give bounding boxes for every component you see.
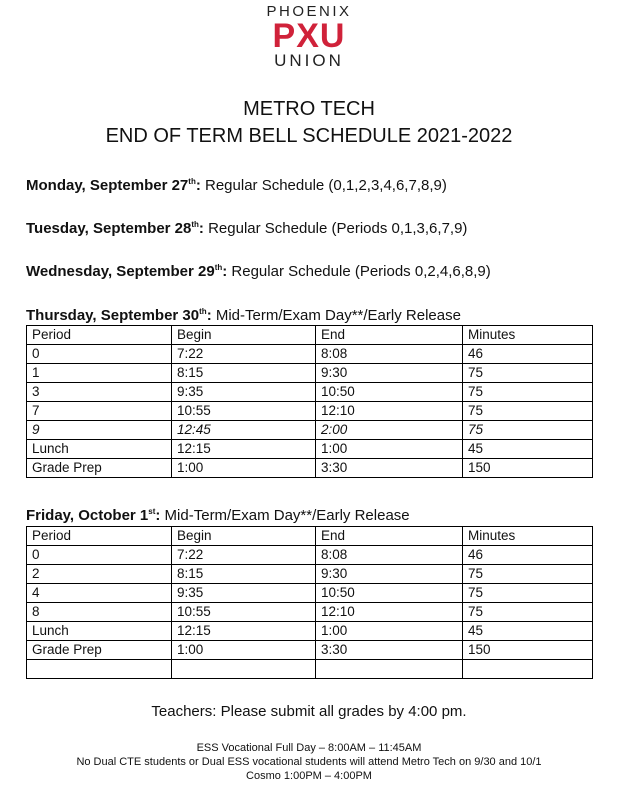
header-minutes: Minutes <box>463 326 593 345</box>
note-line: Cosmo 1:00PM – 4:00PM <box>246 770 372 782</box>
cell-period: 4 <box>27 584 172 603</box>
cell-period: 3 <box>27 383 172 402</box>
cell-end: 3:30 <box>316 641 463 660</box>
day-colon: : <box>222 263 228 280</box>
day-suffix: st <box>148 507 156 516</box>
cell-minutes: 75 <box>463 565 593 584</box>
cell-begin: 1:00 <box>172 641 316 660</box>
cell-begin: 8:15 <box>172 364 316 383</box>
cell-begin: 9:35 <box>172 383 316 402</box>
cell-period: 0 <box>27 546 172 565</box>
day-description: Regular Schedule (0,1,2,3,4,6,7,8,9) <box>200 177 447 194</box>
header-period: Period <box>27 326 172 345</box>
cell-period: Lunch <box>27 622 172 641</box>
header-minutes: Minutes <box>463 527 593 546</box>
cell-begin: 12:15 <box>172 622 316 641</box>
cell-end: 1:00 <box>316 440 463 459</box>
day-colon: : <box>198 220 204 237</box>
day-name: Monday, September 27 <box>26 177 189 194</box>
table-row <box>27 364 593 383</box>
cell-minutes: 45 <box>463 622 593 641</box>
cell-period: Grade Prep <box>27 459 172 478</box>
document-title: METRO TECH <box>243 98 375 120</box>
day-colon: : <box>155 507 161 524</box>
cell-period: Grade Prep <box>27 641 172 660</box>
cell-end: 8:08 <box>316 546 463 565</box>
cell-begin: 8:15 <box>172 565 316 584</box>
wednesday-schedule-line <box>26 263 491 280</box>
cell-minutes: 75 <box>463 402 593 421</box>
day-suffix: th <box>214 263 223 272</box>
friday-heading <box>26 507 410 524</box>
cell-minutes: 46 <box>463 345 593 364</box>
cell-period <box>27 660 172 679</box>
cell-period: 7 <box>27 402 172 421</box>
tuesday-schedule-line <box>26 220 467 237</box>
cell-end: 9:30 <box>316 364 463 383</box>
monday-schedule-line <box>26 177 447 194</box>
note-line: ESS Vocational Full Day – 8:00AM – 11:45AM <box>196 742 422 754</box>
day-description: Mid-Term/Exam Day**/Early Release <box>160 507 410 524</box>
thursday-schedule-table <box>26 325 593 478</box>
cell-period: 0 <box>27 345 172 364</box>
day-name: Wednesday, September 29 <box>26 263 215 280</box>
cell-minutes <box>463 660 593 679</box>
cell-end: 3:30 <box>316 459 463 478</box>
table-row <box>27 565 593 584</box>
day-name: Thursday, September 30 <box>26 307 200 324</box>
logo-pxu-text: PXU <box>272 17 346 55</box>
cell-end <box>316 660 463 679</box>
cell-end: 2:00 <box>316 421 463 440</box>
day-colon: : <box>206 307 212 324</box>
cell-end: 10:50 <box>316 383 463 402</box>
table-header-row <box>27 527 593 546</box>
cell-begin: 10:55 <box>172 603 316 622</box>
cell-period: 8 <box>27 603 172 622</box>
cell-minutes: 75 <box>463 364 593 383</box>
cell-minutes: 75 <box>463 584 593 603</box>
cell-begin: 12:45 <box>172 421 316 440</box>
cell-end: 1:00 <box>316 622 463 641</box>
cell-begin: 12:15 <box>172 440 316 459</box>
cell-minutes: 75 <box>463 383 593 402</box>
cell-end: 12:10 <box>316 402 463 421</box>
table-row <box>27 402 593 421</box>
table-row <box>27 459 593 478</box>
friday-schedule-table <box>26 526 593 679</box>
logo-bottom-text: UNION <box>274 51 344 70</box>
table-row <box>27 584 593 603</box>
table-row <box>27 421 593 440</box>
cell-begin: 10:55 <box>172 402 316 421</box>
cell-period: 1 <box>27 364 172 383</box>
cell-minutes: 45 <box>463 440 593 459</box>
table-row <box>27 622 593 641</box>
cell-minutes: 150 <box>463 641 593 660</box>
header-period: Period <box>27 527 172 546</box>
cell-period: Lunch <box>27 440 172 459</box>
cell-end: 10:50 <box>316 584 463 603</box>
cell-end: 8:08 <box>316 345 463 364</box>
day-description: Regular Schedule (Periods 0,2,4,6,8,9) <box>227 263 491 280</box>
table-header-row <box>27 326 593 345</box>
cell-begin: 9:35 <box>172 584 316 603</box>
cell-begin: 1:00 <box>172 459 316 478</box>
header-end: End <box>316 326 463 345</box>
cell-period: 2 <box>27 565 172 584</box>
day-name: Friday, October 1 <box>26 507 149 524</box>
day-colon: : <box>195 177 201 194</box>
header-end: End <box>316 527 463 546</box>
cell-minutes: 46 <box>463 546 593 565</box>
teachers-note: Teachers: Please submit all grades by 4:00 pm. <box>151 703 467 720</box>
footer-notes <box>0 741 618 783</box>
day-suffix: th <box>199 307 207 316</box>
thursday-heading <box>26 307 461 324</box>
table-row-empty <box>27 660 593 679</box>
cell-minutes: 75 <box>463 603 593 622</box>
table-row <box>27 641 593 660</box>
cell-end: 9:30 <box>316 565 463 584</box>
header-begin: Begin <box>172 527 316 546</box>
phoenix-union-logo <box>0 4 618 70</box>
cell-minutes: 150 <box>463 459 593 478</box>
table-row <box>27 345 593 364</box>
table-row <box>27 546 593 565</box>
logo-top-text: PHOENIX <box>266 3 352 20</box>
day-suffix: th <box>191 220 199 229</box>
note-line: No Dual CTE students or Dual ESS vocational students will attend Metro Tech on 9/30 and 10/1 <box>76 756 542 768</box>
cell-begin: 7:22 <box>172 345 316 364</box>
document-subtitle: END OF TERM BELL SCHEDULE 2021-2022 <box>105 125 513 147</box>
table-row <box>27 440 593 459</box>
day-description: Regular Schedule (Periods 0,1,3,6,7,9) <box>203 220 468 237</box>
cell-period: 9 <box>27 421 172 440</box>
cell-begin <box>172 660 316 679</box>
table-row <box>27 383 593 402</box>
table-row <box>27 603 593 622</box>
cell-begin: 7:22 <box>172 546 316 565</box>
cell-minutes: 75 <box>463 421 593 440</box>
day-description: Mid-Term/Exam Day**/Early Release <box>211 307 461 324</box>
day-suffix: th <box>188 177 196 186</box>
header-begin: Begin <box>172 326 316 345</box>
cell-end: 12:10 <box>316 603 463 622</box>
day-name: Tuesday, September 28 <box>26 220 192 237</box>
